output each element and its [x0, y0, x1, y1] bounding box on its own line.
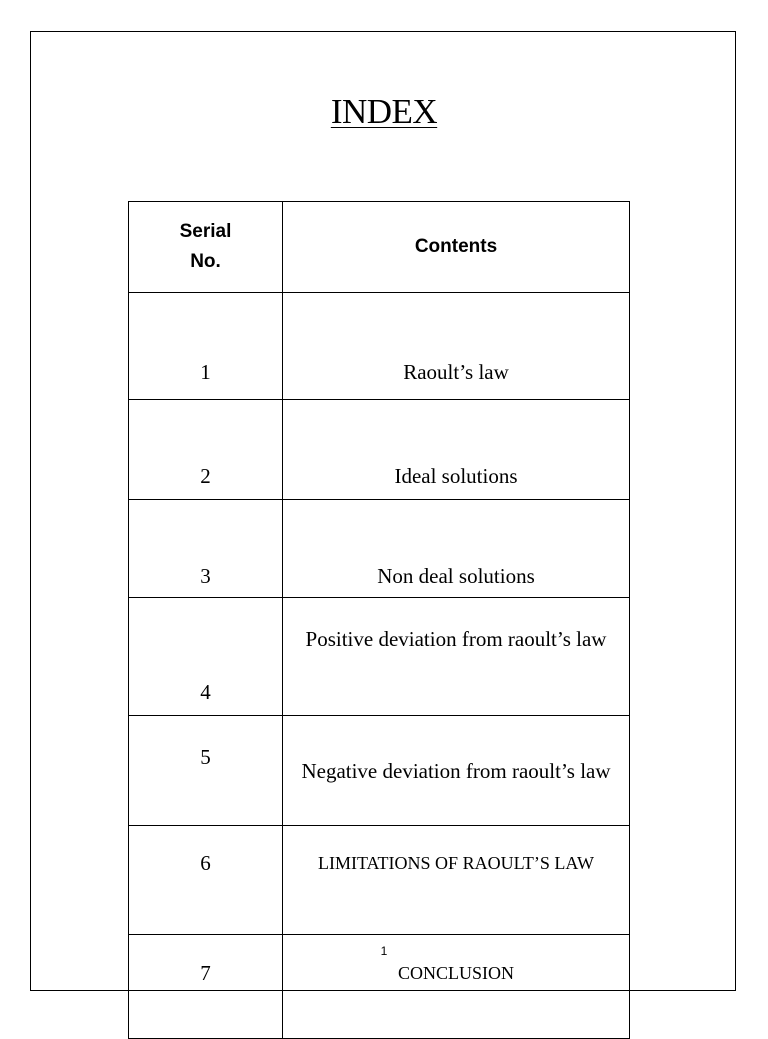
table-row: [129, 598, 630, 716]
table-header-row: [129, 202, 630, 293]
contents-cell: [283, 716, 630, 826]
contents-cell: Positive deviation from raoult’s law: [283, 598, 630, 716]
table-row: [129, 716, 630, 826]
contents-cell: Non deal solutions: [283, 500, 630, 598]
table-row: [129, 293, 630, 400]
contents-cell: CONCLUSION: [283, 935, 630, 1039]
serial-cell: 1: [129, 293, 283, 400]
header-serial-no: [129, 202, 283, 293]
header-contents: Contents: [283, 202, 630, 293]
contents-cell: LIMITATIONS OF RAOULT’S LAW: [283, 826, 630, 935]
serial-cell: 5: [129, 716, 283, 826]
contents-cell: Ideal solutions: [283, 400, 630, 500]
serial-cell: 6: [129, 826, 283, 935]
serial-cell: 7: [129, 935, 283, 1039]
contents-cell: Raoult’s law: [283, 293, 630, 400]
page-number: 1: [380, 944, 388, 958]
table-row: [129, 500, 630, 598]
header-serial-label: Serial No.: [179, 221, 232, 272]
serial-cell: 2: [129, 400, 283, 500]
table-row: [129, 400, 630, 500]
serial-cell: 4: [129, 598, 283, 716]
table-row: [129, 826, 630, 935]
page-title: INDEX: [330, 92, 438, 131]
index-table: [128, 201, 630, 1039]
contents-text: Negative deviation from raoult’s law: [301, 758, 611, 783]
serial-cell: 3: [129, 500, 283, 598]
